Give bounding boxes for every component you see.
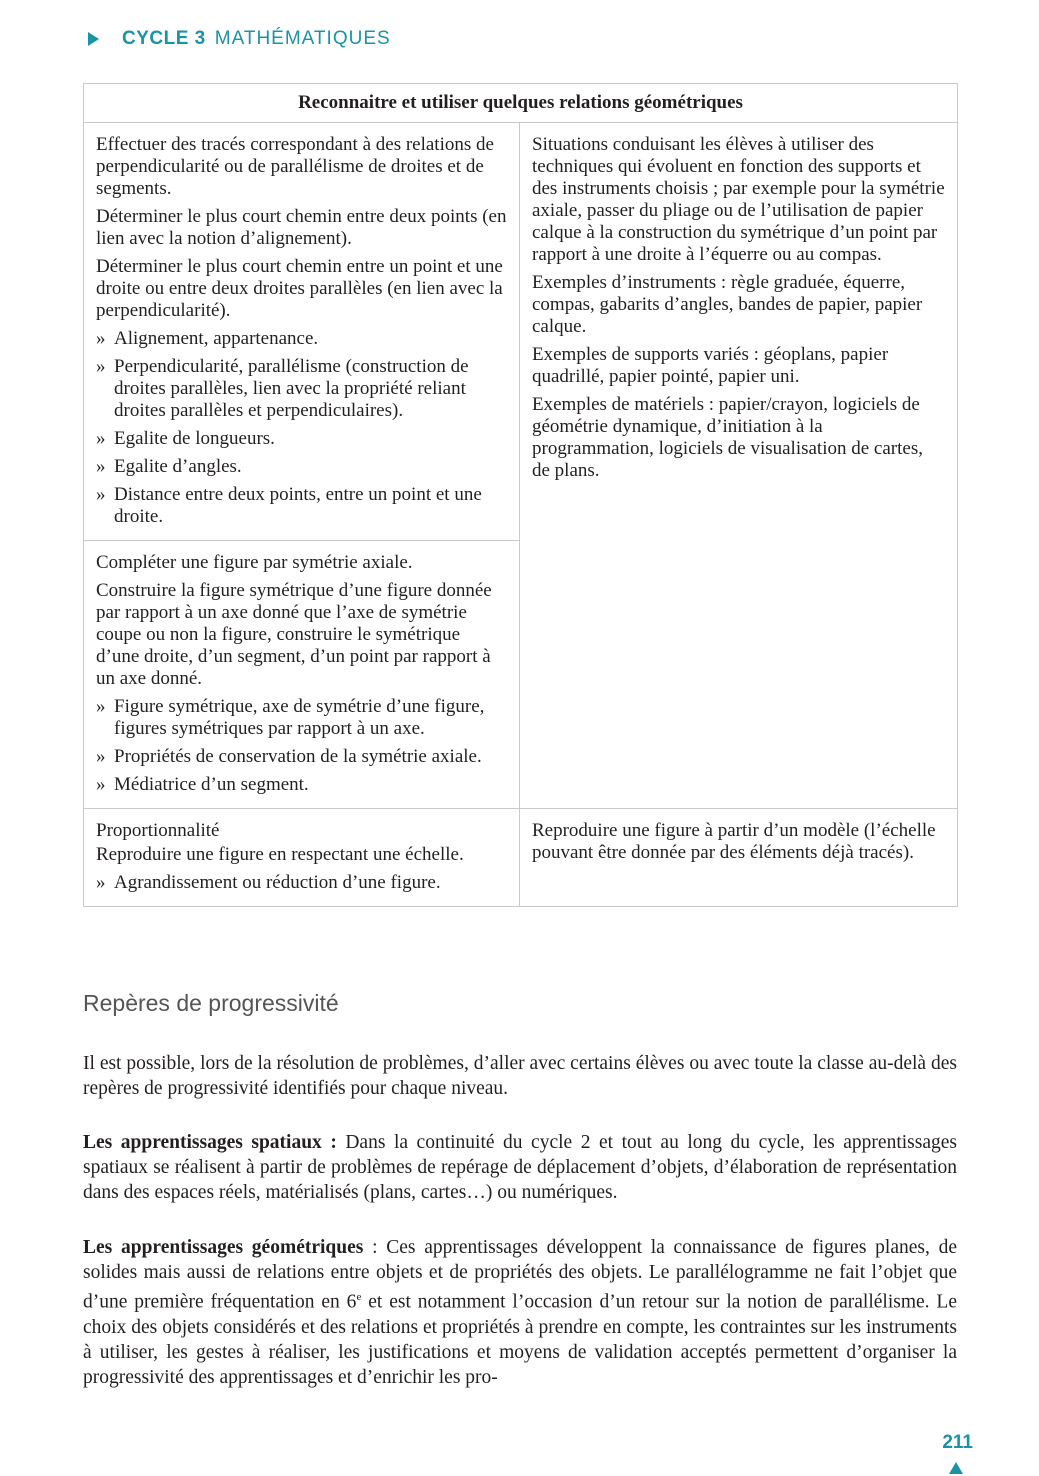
- spatial-text: Dans la continuité du cycle 2 et tout au long du cycle, les apprentissages spatiaux se réalisent à partir de problèmes de repérage de déplacement d’objets, d’élaboration de représentation dans des espaces réels, matérialisés (plans, cartes…) ou numériques.: [83, 1132, 957, 1203]
- row3-right-cell: [520, 809, 958, 907]
- list-item: » Agrandissement ou réduction d’une figure.: [96, 872, 507, 894]
- cell-paragraph: Exemples de supports variés : géoplans, papier quadrillé, papier pointé, papier uni.: [532, 344, 889, 387]
- cell-paragraph: Effectuer des tracés correspondant à des relations de perpendicularité ou de parallélisme de droites et de segments.: [96, 134, 494, 199]
- cell-paragraph: Compléter une figure par symétrie axiale.: [96, 552, 413, 573]
- section-title: Repères de progressivité: [83, 990, 339, 1016]
- table-row: [84, 809, 958, 907]
- bullet-list: [96, 696, 507, 796]
- superscript: e: [356, 1291, 362, 1303]
- relations-table: [83, 83, 958, 907]
- table-row: [84, 123, 958, 541]
- cell-paragraph: Déterminer le plus court chemin entre deux points (en lien avec la notion d’alignement).: [96, 206, 507, 249]
- spatial-paragraph: [83, 1130, 957, 1205]
- cell-paragraph: Reproduire une figure à partir d’un modèle (l’échelle pouvant être donnée par des éléments déjà tracés).: [532, 820, 936, 863]
- intro-paragraph: Il est possible, lors de la résolution de problèmes, d’aller avec certains élèves ou avec toute la classe au-delà des repères de progressivité identifiés pour chaque niveau.: [83, 1053, 957, 1099]
- merged-right-cell: [520, 123, 958, 809]
- triangle-marker-icon: [88, 32, 99, 46]
- cell-paragraph: Exemples d’instruments : règle graduée, équerre, compas, gabarits d’angles, bandes de papier, papier calque.: [532, 272, 923, 337]
- list-item: » Figure symétrique, axe de symétrie d’une figure, figures symétriques par rapport à un axe.: [96, 696, 507, 740]
- page-header: [88, 25, 391, 53]
- up-triangle-icon: [949, 1462, 963, 1474]
- spatial-heading: Les apprentissages spatiaux :: [83, 1132, 337, 1153]
- table-title: Reconnaitre et utiliser quelques relations géométriques: [84, 84, 958, 123]
- cell-paragraph: Exemples de matériels : papier/crayon, logiciels de géométrie dynamique, d’initiation à la programmation, logiciels de visualisation de cartes, de plans.: [532, 394, 923, 481]
- cell-paragraph: Déterminer le plus court chemin entre un point et une droite ou entre deux droites parallèles (en lien avec la perpendicularité).: [96, 256, 503, 321]
- list-item: » Propriétés de conservation de la symétrie axiale.: [96, 746, 507, 768]
- geometry-paragraph: [83, 1235, 957, 1390]
- subject-label: MATHÉMATIQUES: [214, 28, 391, 49]
- list-item: » Médiatrice d’un segment.: [96, 774, 507, 796]
- list-item: » Alignement, appartenance.: [96, 328, 507, 350]
- bullet-list: [96, 872, 507, 894]
- row3-left-cell: [84, 809, 520, 907]
- cell-paragraph: Situations conduisant les élèves à utiliser des techniques qui évoluent en fonction des supports et des instruments choisis ; par exemple pour la symétrie axiale, passer du pliage ou de l’utilisation de papier calque à la construction du symétrique d’un point par rapport à une droite à l’équerre ou au compas.: [532, 134, 945, 265]
- page-number: 211: [942, 1432, 973, 1453]
- geometry-heading: Les apprentissages géométriques: [83, 1237, 364, 1258]
- row2-left-cell: [84, 541, 520, 809]
- list-item: » Distance entre deux points, entre un point et une droite.: [96, 484, 507, 528]
- list-item: » Egalite de longueurs.: [96, 428, 507, 450]
- cycle-label: CYCLE 3: [122, 28, 206, 49]
- list-item: » Perpendicularité, parallélisme (construction de droites parallèles, lien avec la propriété reliant droites parallèles et perpendiculaires).: [96, 356, 507, 422]
- bullet-list: [96, 328, 507, 528]
- cell-paragraph: Construire la figure symétrique d’une figure donnée par rapport à un axe donné que l’axe de symétrie coupe ou non la figure, construire le symétrique d’une droite, d’un segment, d’un point par rapport à un axe donné.: [96, 580, 492, 689]
- cell-paragraph: Proportionnalité: [96, 820, 220, 841]
- geometry-text-b: et est notamment l’occasion d’un retour sur la notion de parallélisme. Le choix des objets considérés et des relations et propriétés à prendre en compte, les contraintes sur les instruments à utiliser, les gestes à réaliser, les justifications et moyens de validation acceptés permettent d’organiser la progressivité des apprentissages et d’enrichir les pro-: [83, 1291, 957, 1388]
- cell-paragraph: Reproduire une figure en respectant une échelle.: [96, 844, 464, 865]
- geometry-text-a: : Ces apprentissages développent la connaissance de figures planes, de solides mais aussi de relations entre objets et de propriétés des objets. Le parallélogramme ne fait l’objet que d’une première fréquentation en 6: [83, 1237, 957, 1313]
- list-item: » Egalite d’angles.: [96, 456, 507, 478]
- row1-left-cell: [84, 123, 520, 541]
